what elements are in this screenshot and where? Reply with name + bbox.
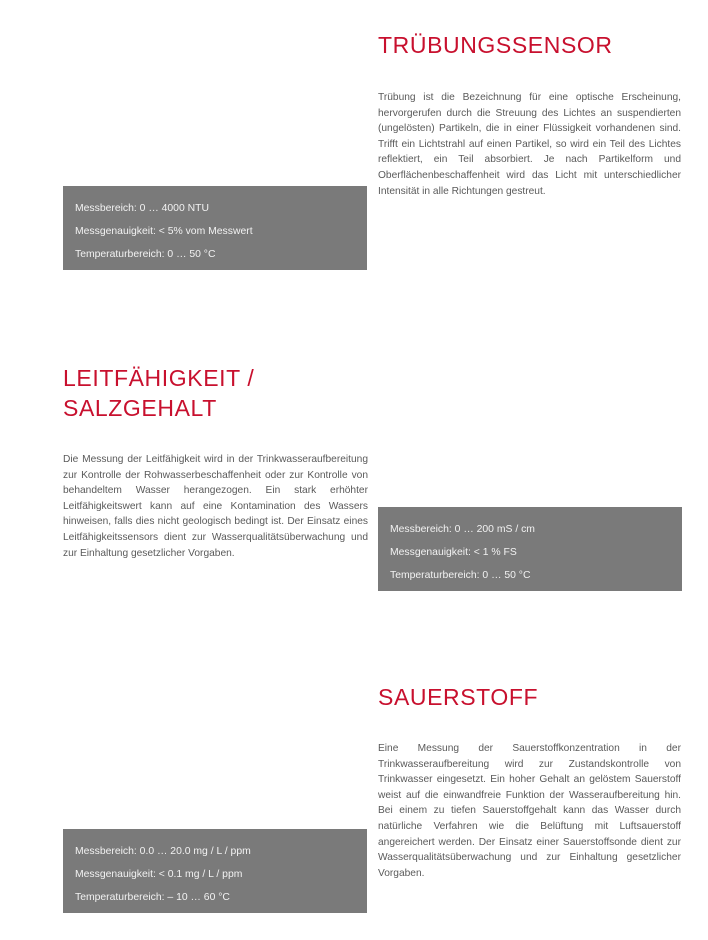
oxygen-title: SAUERSTOFF	[378, 684, 539, 710]
turbidity-title: TRÜBUNGSSENSOR	[378, 32, 613, 58]
conductivity-accuracy: Messgenauigkeit: < 1 % FS	[390, 547, 517, 558]
turbidity-accuracy: Messgenauigkeit: < 5% vom Messwert	[75, 226, 253, 237]
oxygen-range: Messbereich: 0.0 … 20.0 mg / L / ppm	[75, 846, 251, 857]
conductivity-spec-box	[378, 507, 682, 591]
turbidity-temperature: Temperaturbereich: 0 … 50 °C	[75, 249, 216, 260]
oxygen-temperature: Temperaturbereich: – 10 … 60 °C	[75, 892, 230, 903]
conductivity-title	[63, 363, 363, 423]
conductivity-title-line2: SALZGEHALT	[63, 395, 217, 421]
conductivity-title-line1: LEITFÄHIGKEIT /	[63, 365, 255, 391]
oxygen-accuracy: Messgenauigkeit: < 0.1 mg / L / ppm	[75, 869, 243, 880]
conductivity-description: Die Messung der Leitfähigkeit wird in der Trinkwasseraufbereitung zur Kontrolle der Rohwasserbeschaffenheit oder zur Kontrolle von behandeltem Wasser herangezogen. Ein stark erhöhter Leitfähigkeitswert kann auf eine Kontamination des Wassers hinweisen, falls dies nicht geologisch bedingt ist. Der Einsatz eines Leitfähigkeitssensors dient zur Wasserqualitätsüberwachung und zur Einhaltung gesetzlicher Vorgaben.	[63, 454, 368, 559]
turbidity-range: Messbereich: 0 … 4000 NTU	[75, 203, 209, 214]
oxygen-spec-box	[63, 829, 367, 913]
turbidity-spec-box	[63, 186, 367, 270]
oxygen-description: Eine Messung der Sauerstoffkonzentration in der Trinkwasseraufbereitung wird zur Zustandskontrolle von Trinkwasser eingesetzt. Ein hoher Gehalt an gelöstem Sauerstoff weist auf die einwandfreie Funktion der Wasseraufbereitung hin. Bei einem zu tiefen Sauerstoffgehalt kann das Wasser durch natürliche Verfahren wie die Belüftung mit Luftsauerstoff angereichert werden. Der Einsatz einer Sauerstoffsonde dient zur Wasserqualitätsüberwachung und zur Einhaltung gesetzlicher Vorgaben.	[378, 743, 681, 879]
conductivity-temperature: Temperaturbereich: 0 … 50 °C	[390, 570, 531, 581]
turbidity-description: Trübung ist die Bezeichnung für eine optische Erscheinung, hervorgerufen durch die Streuung des Lichtes an suspendierten (ungelösten) Partikeln, die in einer Flüssigkeit vorhandenen sind. Trifft ein Lichtstrahl auf einen Partikel, so wird ein Teil des Lichtes reflektiert, ein Teil absorbiert. Je nach Partikelform und Oberflächenbeschaffenheit wird das Licht mit unterschiedlicher Intensität in alle Richtungen gestreut.	[378, 92, 681, 197]
conductivity-range: Messbereich: 0 … 200 mS / cm	[390, 524, 535, 535]
